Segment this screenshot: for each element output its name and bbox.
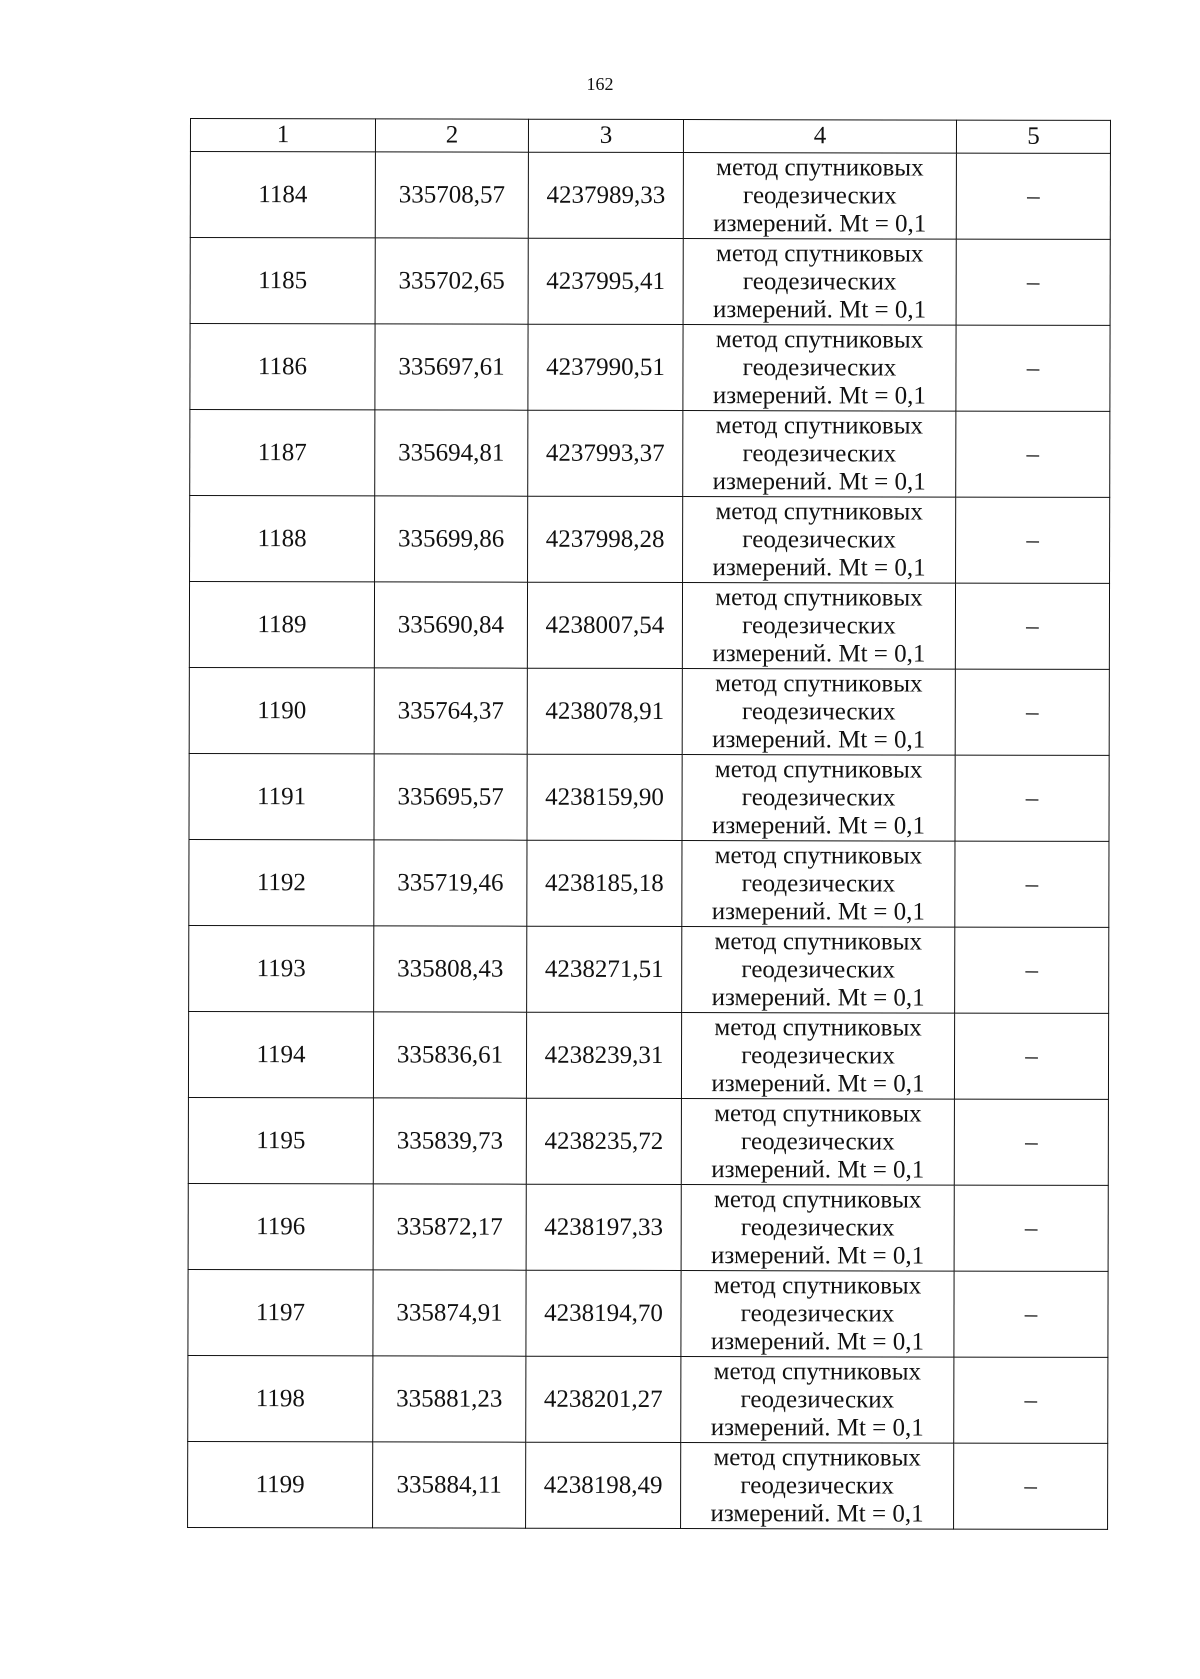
dash-cell: – (956, 497, 1110, 583)
column-header-3: 3 (528, 119, 683, 152)
method-line: геодезических (741, 1127, 895, 1155)
method-line: метод спутниковых (715, 583, 923, 612)
method-line: измерений. Mt = 0,1 (710, 1327, 924, 1356)
method-line: геодезических (743, 181, 897, 209)
method-line: измерений. Mt = 0,1 (711, 897, 925, 926)
method-line: геодезических (741, 783, 896, 811)
method-cell (682, 755, 955, 842)
point-number-cell: 1191 (189, 753, 374, 839)
table-row (190, 324, 1110, 412)
method-line: геодезических (740, 1471, 894, 1499)
dash-cell: – (956, 325, 1110, 411)
x-coordinate-cell: 335874,91 (373, 1270, 526, 1356)
dash-cell: – (955, 583, 1109, 669)
method-line: метод спутниковых (716, 153, 924, 182)
method-line: метод спутниковых (714, 755, 923, 784)
method-line: измерений. Mt = 0,1 (711, 1241, 925, 1270)
method-line: геодезических (742, 439, 897, 467)
x-coordinate-cell: 335695,57 (374, 754, 527, 840)
table-row (190, 152, 1110, 240)
y-coordinate-cell: 4238185,18 (527, 840, 682, 926)
method-line: геодезических (741, 697, 896, 725)
y-coordinate-cell: 4238271,51 (527, 926, 682, 1012)
dash-cell: – (955, 927, 1109, 1013)
method-cell (681, 1185, 954, 1272)
method-line: измерений. Mt = 0,1 (710, 1499, 924, 1528)
point-number-cell: 1185 (190, 238, 375, 324)
x-coordinate-cell: 335872,17 (373, 1184, 526, 1270)
table-row (190, 410, 1110, 498)
dash-cell: – (956, 153, 1110, 239)
method-cell (683, 411, 956, 498)
dash-cell: – (955, 755, 1109, 841)
method-cell (683, 497, 956, 584)
method-line: метод спутниковых (714, 1013, 922, 1042)
method-line: геодезических (742, 525, 896, 553)
y-coordinate-cell: 4237998,28 (528, 496, 683, 582)
x-coordinate-cell: 335708,57 (375, 152, 528, 238)
method-line: измерений. Mt = 0,1 (710, 1413, 924, 1442)
table-row (188, 1269, 1108, 1357)
table-row (188, 1355, 1108, 1443)
method-cell (681, 1099, 954, 1186)
table-row (189, 839, 1109, 927)
y-coordinate-cell: 4238198,49 (526, 1442, 681, 1528)
x-coordinate-cell: 335839,73 (373, 1098, 526, 1184)
dash-cell: – (954, 1185, 1108, 1271)
method-line: измерений. Mt = 0,1 (711, 1069, 925, 1098)
method-cell (682, 669, 955, 756)
method-line: метод спутниковых (714, 1099, 922, 1128)
method-line: метод спутниковых (715, 325, 924, 354)
x-coordinate-cell: 335690,84 (374, 582, 527, 668)
method-line: геодезических (740, 1299, 895, 1327)
x-coordinate-cell: 335719,46 (374, 840, 527, 926)
method-cell (681, 1357, 954, 1444)
point-number-cell: 1188 (190, 496, 375, 582)
method-line: геодезических (742, 353, 897, 381)
column-header-5: 5 (956, 120, 1110, 153)
x-coordinate-cell: 335699,86 (375, 496, 528, 582)
method-cell (683, 153, 956, 240)
y-coordinate-cell: 4238194,70 (526, 1270, 681, 1356)
table-row (188, 1097, 1108, 1185)
method-line: метод спутниковых (715, 497, 923, 526)
dash-cell: – (954, 1357, 1108, 1443)
dash-cell: – (955, 841, 1109, 927)
point-number-cell: 1192 (189, 839, 374, 925)
y-coordinate-cell: 4237990,51 (528, 324, 683, 410)
x-coordinate-cell: 335697,61 (375, 324, 528, 410)
table-row (188, 1011, 1108, 1099)
x-coordinate-cell: 335881,23 (373, 1356, 526, 1442)
method-line: геодезических (742, 611, 896, 639)
method-cell (683, 325, 956, 412)
table-row (190, 496, 1110, 584)
y-coordinate-cell: 4238197,33 (526, 1184, 681, 1270)
method-cell (683, 239, 956, 326)
method-cell (682, 927, 955, 1014)
method-line: метод спутниковых (714, 1185, 922, 1214)
y-coordinate-cell: 4237995,41 (528, 238, 683, 324)
table-header-row (190, 119, 1110, 154)
method-line: геодезических (742, 267, 897, 295)
method-cell (681, 1013, 954, 1100)
method-line: измерений. Mt = 0,1 (712, 467, 926, 496)
coordinates-table (187, 118, 1111, 1530)
y-coordinate-cell: 4238235,72 (526, 1098, 681, 1184)
table-row (189, 753, 1109, 841)
y-coordinate-cell: 4238007,54 (527, 582, 682, 668)
method-line: измерений. Mt = 0,1 (713, 295, 927, 324)
method-line: измерений. Mt = 0,1 (711, 983, 925, 1012)
x-coordinate-cell: 335836,61 (373, 1012, 526, 1098)
method-line: измерений. Mt = 0,1 (712, 381, 926, 410)
dash-cell: – (955, 669, 1109, 755)
x-coordinate-cell: 335808,43 (374, 926, 527, 1012)
column-header-1: 1 (190, 119, 375, 152)
y-coordinate-cell: 4238159,90 (527, 754, 682, 840)
method-line: метод спутниковых (715, 669, 923, 698)
y-coordinate-cell: 4237989,33 (528, 152, 683, 238)
y-coordinate-cell: 4238239,31 (526, 1012, 681, 1098)
method-line: измерений. Mt = 0,1 (711, 811, 926, 840)
point-number-cell: 1187 (190, 410, 375, 496)
method-line: метод спутниковых (713, 1443, 921, 1472)
method-cell (682, 583, 955, 670)
method-cell (681, 1271, 954, 1358)
point-number-cell: 1196 (188, 1183, 373, 1269)
table-row (188, 1183, 1108, 1271)
dash-cell: – (956, 239, 1110, 325)
method-line: измерений. Mt = 0,1 (712, 725, 926, 754)
table-row (189, 925, 1109, 1013)
point-number-cell: 1197 (188, 1269, 373, 1355)
point-number-cell: 1184 (190, 152, 375, 238)
method-line: измерений. Mt = 0,1 (712, 553, 926, 582)
method-cell (682, 841, 955, 928)
y-coordinate-cell: 4238078,91 (527, 668, 682, 754)
table-row (190, 238, 1110, 326)
dash-cell: – (954, 1099, 1108, 1185)
method-line: метод спутниковых (715, 411, 924, 440)
y-coordinate-cell: 4238201,27 (526, 1356, 681, 1442)
point-number-cell: 1190 (189, 667, 374, 753)
table-row (188, 1441, 1108, 1529)
table-row (189, 667, 1109, 755)
dash-cell: – (954, 1013, 1108, 1099)
point-number-cell: 1186 (190, 324, 375, 410)
x-coordinate-cell: 335764,37 (374, 668, 527, 754)
dash-cell: – (954, 1271, 1108, 1357)
method-line: метод спутниковых (714, 927, 923, 956)
method-line: измерений. Mt = 0,1 (712, 639, 926, 668)
point-number-cell: 1189 (189, 582, 374, 668)
point-number-cell: 1193 (189, 925, 374, 1011)
method-line: метод спутниковых (714, 841, 923, 870)
method-line: метод спутниковых (713, 1357, 922, 1386)
point-number-cell: 1194 (188, 1011, 373, 1097)
method-line: измерений. Mt = 0,1 (713, 209, 927, 238)
method-line: геодезических (741, 955, 896, 983)
table-row (189, 582, 1109, 670)
column-header-2: 2 (375, 119, 528, 152)
method-line: метод спутниковых (713, 1271, 922, 1300)
method-cell (681, 1443, 954, 1530)
x-coordinate-cell: 335702,65 (375, 238, 528, 324)
method-line: геодезических (740, 1213, 895, 1241)
method-line: геодезических (741, 869, 896, 897)
column-header-4: 4 (683, 120, 956, 154)
dash-cell: – (954, 1443, 1108, 1529)
x-coordinate-cell: 335694,81 (375, 410, 528, 496)
page-number: 162 (586, 74, 614, 94)
method-line: измерений. Mt = 0,1 (711, 1155, 925, 1184)
point-number-cell: 1198 (188, 1355, 373, 1441)
point-number-cell: 1199 (188, 1441, 373, 1527)
x-coordinate-cell: 335884,11 (373, 1442, 526, 1528)
dash-cell: – (956, 411, 1110, 497)
method-line: геодезических (740, 1385, 895, 1413)
y-coordinate-cell: 4237993,37 (528, 410, 683, 496)
method-line: метод спутниковых (715, 239, 924, 268)
point-number-cell: 1195 (188, 1097, 373, 1183)
method-line: геодезических (741, 1041, 895, 1069)
